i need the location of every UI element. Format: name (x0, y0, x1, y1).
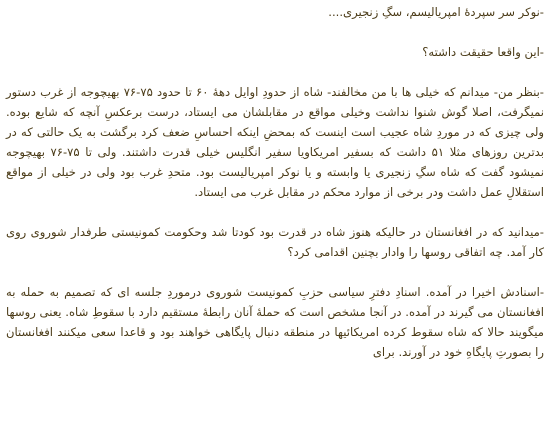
paragraph-answer-shah-west: -بنظر من- میدانم که خیلی ها با من مخالفند- شاه از حدودِ اوایل دههٔ ۶۰ تا حدود ۷۵-۷۶ بهیچوجه از غرب دستور نمیگرفت، اصلا گوش شنوا نداشت وخیلی مواقع در مقابلشان می ایستاد، درست برعکسِ آنچه که شایع بوده. ولی چیزی که در موردِ شاه عجیب است اینست که بمحضِ اینکه احساسِ ضعف کرد برگشت به یک حالتی که در بدترین روزهای مثلا ۵۱ داشت که بسفیر امریکاویا سفیر انگلیس خیلی قدرت داشتند. ولی تا ۷۵-۷۶ بهیچوجه نمیشود گفت که شاه سگِ زنجیری یا وابسته و یا نوکر امپریالیست بود. متحدِ غرب بود ولی در خیلی از مواقع استقلالِ عمل داشت ودر برخی از موارد محکم در مقابل غرب می ایستاد. (6, 85, 544, 199)
paragraph-question-truth: -این واقعا حقیقت داشته؟ (422, 45, 544, 59)
paragraph-question-afghanistan: -میدانید که در افغانستان در حالیکه هنوز شاه در قدرت بود کودتا شد وحکومت کمونیستی طرفدار شوروی روی کار آمد. چه اتفاقی روسها را وادار بچنین اقدامی کرد؟ (6, 225, 544, 259)
paragraph-answer-documents: -اسنادش اخیرا در آمده. اسنادِ دفترِ سیاسی حزبِ کمونیست شوروی درموردِ جلسه ای که تصمیم به حمله به افغانستان می گیرند در آمده. در آنجا مشخص است که حملهٔ آنان رابطهٔ مستقیم دارد با سقوطِ شاه. یعنی روسها میگویند حالا که شاه سقوط کرده امریکائیها در منطقه دنبال پایگاهی خواهند بود و قاعدا سعی میکنند افغانستان را بصورتِ پایگاهِ خود در آورند. برای (6, 285, 544, 359)
paragraph-epithet: -نوکر سر سپردهٔ امپریالیسم، سگِ زنجیری.... (328, 5, 544, 19)
